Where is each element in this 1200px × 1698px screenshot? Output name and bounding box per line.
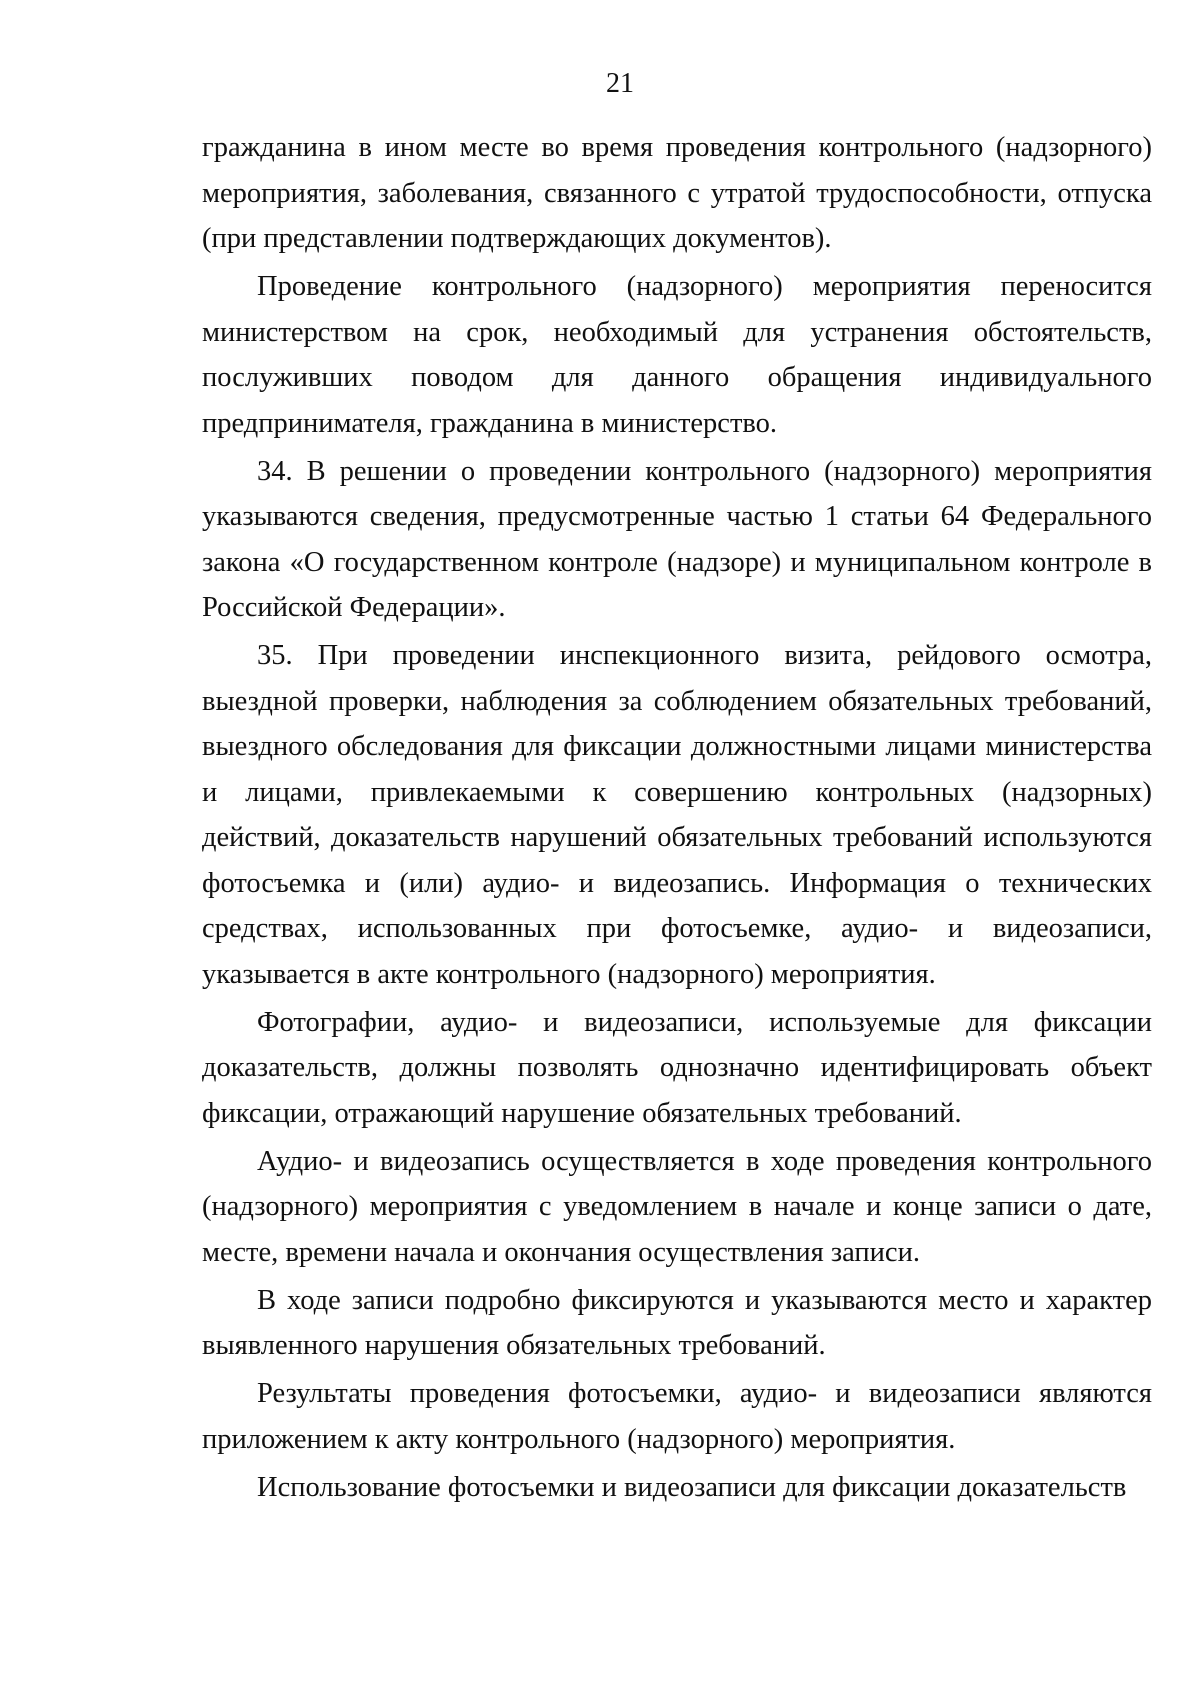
paragraph-recording-details: В ходе записи подробно фиксируются и указываются место и характер выявленного нарушения обязательных требований. [202, 1284, 1152, 1361]
paragraph-audio-video: Аудио- и видеозапись осуществляется в ходе проведения контрольного (надзорного) мероприятия с уведомлением в начале и конце записи о дате, месте, времени начала и окончания осуществления записи. [202, 1145, 1152, 1268]
document-body [202, 125, 1152, 1513]
paragraph-continuation: гражданина в ином месте во время проведения контрольного (надзорного) мероприятия, заболевания, связанного с утратой трудоспособности, отпуска (при представлении подтверждающих документов). [202, 132, 1152, 254]
paragraph-item-34: 34. В решении о проведении контрольного (надзорного) мероприятия указываются сведения, предусмотренные частью 1 статьи 64 Федерального закона «О государственном контроле (надзоре) и муниципальном контроле в Российской Федерации». [202, 455, 1152, 623]
paragraph-item-35: 35. При проведении инспекционного визита, рейдового осмотра, выездной проверки, наблюдения за соблюдением обязательных требований, выездного обследования для фиксации должностными лицами министерства и лицами, привлекаемыми к совершению контрольных (надзорных) действий, доказательств нарушений обязательных требований используются фотосъемка и (или) аудио- и видеозапись. Информация о технических средствах, использованных при фотосъемке, аудио- и видеозаписи, указывается в акте контрольного (надзорного) мероприятия. [202, 640, 1152, 990]
paragraph-photos: Фотографии, аудио- и видеозаписи, используемые для фиксации доказательств, должны позволять однозначно идентифицировать объект фиксации, отражающий нарушение обязательных требований. [202, 1006, 1152, 1129]
paragraph-results: Результаты проведения фотосъемки, аудио- и видеозаписи являются приложением к акту контрольного (надзорного) мероприятия. [202, 1378, 1152, 1455]
paragraph-rescheduling: Проведение контрольного (надзорного) мероприятия переносится министерством на срок, необходимый для устранения обстоятельств, послуживших поводом для данного обращения индивидуального предпринимателя, гражданина в министерство. [202, 271, 1152, 439]
paragraph-usage: Использование фотосъемки и видеозаписи для фиксации доказательств [257, 1471, 1127, 1503]
page-number: 21 [606, 68, 634, 99]
